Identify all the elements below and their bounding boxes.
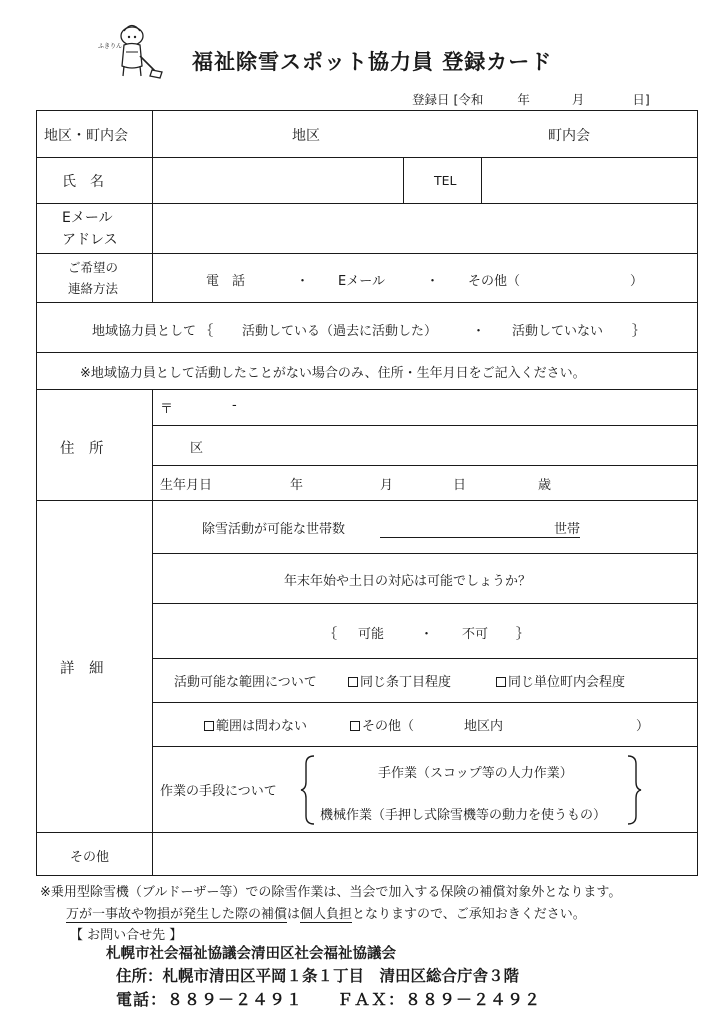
registration-date-month: 月 (571, 92, 585, 107)
activity-option-inactive: 活動していない (512, 324, 604, 339)
liability-note-underlined-b: 個人負担 (300, 907, 353, 922)
contact-separator-2: ・ (426, 274, 440, 289)
insurance-note: ※乗用型除雪機（ブルドーザー等）での除雪作業は、当会で加入する保険の補償対象外となります。 (40, 885, 622, 900)
contact-option-other: その他（ (468, 274, 521, 289)
households-underline (380, 537, 580, 538)
holiday-question: 年末年始や土日の対応は可能でしょうか？ (284, 574, 532, 589)
organization-phone-fax: 電話：８８９－２４９１ ＦＡＸ：８８９－２４９２ (116, 990, 542, 1009)
email-label-line1: Eメール (62, 210, 113, 226)
range-other-close: ） (636, 719, 650, 734)
organization-name: 札幌市社会福祉協議会清田区社会福祉協議会 (106, 946, 396, 962)
registration-date (412, 90, 650, 108)
range-option-other-label: その他（ (362, 719, 415, 734)
address-label: 住 所 (60, 441, 104, 457)
registration-date-era: 令和 (458, 92, 484, 107)
name-label: 氏 名 (62, 174, 104, 190)
organization-address: 住所：札幌市清田区平岡１条１丁目 清田区総合庁舎３階 (116, 967, 520, 985)
range-option-same-block-label: 同じ条丁目程度 (360, 675, 452, 690)
registration-date-year: 年 (517, 92, 530, 107)
method-option-machine: 機械作業（手押し式除雪機等の動力を使うもの） (320, 808, 607, 823)
checkbox-icon[interactable] (348, 677, 358, 687)
holiday-option-no: 不可 (462, 627, 489, 642)
liability-note-underlined-a: 万が一事故や物損が発生した際の補償 (66, 907, 288, 922)
range-option-any (204, 715, 307, 734)
range-option-same-block (348, 671, 451, 690)
method-right-brace (624, 754, 642, 826)
email-label-line2: アドレス (62, 232, 118, 248)
district-unit: 地区 (292, 128, 320, 144)
liability-note-mid: は (287, 907, 301, 922)
registration-date-label: 登録日 (412, 92, 450, 107)
checkbox-icon[interactable] (204, 721, 214, 731)
range-option-same-council (496, 671, 625, 690)
birth-label: 生年月日 (160, 478, 213, 493)
page-title: 福祉除雪スポット協力員 登録カード (192, 50, 553, 74)
mascot-caption: ふきりん (98, 43, 123, 50)
activity-prefix: 地域協力員として ｛ (92, 324, 214, 339)
method-left-brace (300, 754, 318, 826)
birth-day: 日 (453, 478, 467, 493)
households-label: 除雪活動が可能な世帯数 (202, 522, 346, 537)
contact-method-label-line2: 連絡方法 (68, 281, 119, 296)
checkbox-icon[interactable] (350, 721, 360, 731)
neighborhood-unit: 町内会 (548, 128, 590, 144)
liability-note (66, 903, 586, 922)
contact-header: 【 お問い合せ先 】 (70, 928, 183, 943)
method-label: 作業の手段について (160, 784, 277, 799)
activity-close: ｝ (632, 324, 646, 339)
households-unit: 世帯 (554, 522, 581, 537)
birth-month: 月 (380, 478, 394, 493)
holiday-option-yes: 可能 (358, 627, 385, 642)
birth-age: 歳 (538, 478, 552, 493)
tel-label: TEL (434, 173, 457, 188)
details-label: 詳 細 (60, 661, 104, 677)
activity-option-active: 活動している（過去に活動した） (242, 324, 438, 339)
holiday-open: ｛ (324, 627, 338, 642)
other-label: その他 (70, 850, 110, 865)
holiday-close: ｝ (516, 627, 530, 642)
birth-year: 年 (290, 478, 304, 493)
range-label: 活動可能な範囲について (174, 675, 317, 690)
checkbox-icon[interactable] (496, 677, 506, 687)
registration-date-open: [ (453, 92, 459, 107)
contact-separator-1: ・ (296, 274, 310, 289)
ward-unit: 区 (190, 441, 204, 456)
activity-separator: ・ (472, 324, 486, 339)
liability-note-rest: となりますので、ご承知おきください。 (352, 907, 586, 922)
contact-option-other-close: ） (630, 274, 644, 289)
mascot-illustration (104, 22, 166, 84)
contact-option-phone: 電 話 (206, 274, 246, 289)
registration-form (36, 110, 698, 876)
district-label: 地区・町内会 (44, 128, 128, 144)
range-option-same-council-label: 同じ単位町内会程度 (508, 675, 626, 690)
contact-option-email: Eメール (338, 274, 385, 289)
postal-mark: 〒 (160, 402, 174, 417)
holiday-separator: ・ (420, 627, 434, 642)
contact-method-label-line1: ご希望の (68, 260, 119, 275)
notice-text: ※地域協力員として活動したことがない場合のみ、住所・生年月日をご記入ください。 (80, 366, 586, 381)
range-district-unit: 地区内 (464, 719, 504, 734)
postal-dash: - (232, 398, 237, 413)
registration-date-day: 日 (632, 92, 645, 107)
range-option-any-label: 範囲は問わない (216, 719, 308, 734)
registration-date-close: ] (644, 92, 650, 107)
method-option-manual: 手作業（スコップ等の人力作業） (378, 766, 573, 781)
range-option-other (350, 715, 414, 734)
